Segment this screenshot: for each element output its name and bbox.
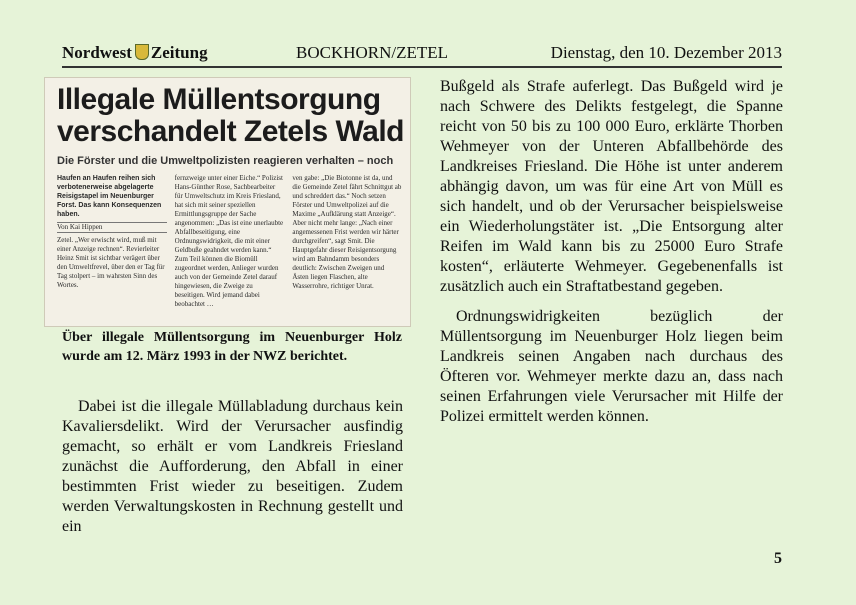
- clipping-headline-line1: Illegale Müllentsorgung: [57, 83, 381, 116]
- image-caption: Über illegale Müllentsorgung im Neuenburger Holz wurde am 12. März 1993 in der NWZ berichtet.: [62, 330, 402, 364]
- publication-name-left: Nordwest: [62, 43, 132, 62]
- crest-icon: [135, 44, 149, 60]
- publication-name-right: Zeitung: [150, 43, 208, 62]
- right-column-body: [440, 77, 783, 427]
- clipping-column-2: fernzweige unter einer Eiche.“ Polizist Hans-Günther Rose, Sachbearbeiter für Umweltschutz im Kreis Friesland, hat sich mit seiner speziellen Ermittlungsgruppe der Sache angenommen: „Das ist eine unerlaubte Abfallbeseitigung, eine Ordnungswidrigkeit, die mit einer Geldbuße geahndet werden kann.“ Zum Teil können die Biomüll zugeordnet werden, Anlieger wurden auch von der Gemeinde Zetel darauf hingewiesen, die Zweige zu beseitigen. Wird jemand dabei beobachtet …: [174, 174, 284, 308]
- clipping-lead: Haufen an Haufen reihen sich verbotenerweise abgelagerte Reisigstapel im Neuenburger Forst. Das kann Konsequenzen haben.: [57, 175, 162, 218]
- clipping-author: Von Kai Hippen: [57, 222, 167, 233]
- right-paragraph-1: Bußgeld als Strafe auferlegt. Das Bußgeld wird je nach Schwere des Delikts festgelegt, die Spanne reicht von 50 bis zu 100 000 Euro, erklärte Thorben Wehmeyer von der Unteren Abfallbehörde des Landkreises Friesland. Die Höhe ist unter anderem abhängig davon, um was für eine Art von Müll es sich handelt, und ob der Verursacher beispielsweise ein Wiederholungstäter ist. „Die Entsorgung alter Reifen im Wald kann bis zu 25000 Euro Strafe kosten“, erläuterte Wehmeyer. Gegebenenfalls ist zusätzlich auch ein Straftatbestand gegeben.: [440, 78, 783, 295]
- left-paragraph: Dabei ist die illegale Müllabladung durchaus kein Kavaliersdelikt. Wird der Verursacher ausfindig gemacht, so erhält er vom Landkreis Friesland zunächst die Aufforderung, den Abfall in einer bestimmten Frist wieder zu beseitigen. Zudem werden Verwaltungskosten in Rechnung gestellt und ein: [62, 398, 403, 535]
- clipping-columns: [57, 174, 402, 324]
- region-label: BOCKHORN/ZETEL: [296, 43, 449, 62]
- clipping-subheadline: Die Förster und die Umweltpolizisten reagieren verhalten – noch: [57, 155, 394, 167]
- left-column-body: [62, 397, 403, 537]
- right-paragraph-2: Ordnungswidrigkeiten bezüglich der Müllentsorgung im Neuenburger Holz liegen beim Landkreis seinen Angaben nach durchaus des Öfteren vor. Wehmeyer merkte dazu an, dass nach seinen Erfahrungen viele Verursacher mit Hilfe der Polizei ermittelt werden können.: [440, 308, 783, 425]
- header-rule: [62, 66, 782, 68]
- clipping-headline-line2: verschandelt Zetels Wald: [57, 115, 405, 148]
- page-header: [62, 40, 782, 66]
- issue-date: Dienstag, den 10. Dezember 2013: [550, 43, 782, 62]
- clipping-column-1: [57, 174, 167, 324]
- page-number: 5: [774, 550, 782, 567]
- clipping-col1-text: Zetel. „Wer erwischt wird, muß mit einer Anzeige rechnen“. Revierleiter Heinz Smit ist sichtbar verägert über den Umweltfrevel, über den er Tag für Tag stolpert – im wahrsten Sinn des Wortes.: [57, 236, 165, 289]
- publication-name: [62, 40, 208, 66]
- clipping-column-3: ven gabe: „Die Biotonne ist da, und die Gemeinde Zetel fährt Schnittgut ab und schreddert das.“ Noch setzen Förster und Umweltpolizei auf die Maxime „Aufklärung statt Anzeige“. Aber nicht mehr lange: „Nach einer angemessenen Frist werden wir härter durchgreifen“, sagt Smit. Die Hauptgefahr dieser Reisigentsorgung wird am Bahndamm besonders deutlich: Zwischen Zweigen und Ästen liegen Flaschen, alte Wasserrohre, richtiger Unrat.: [292, 174, 402, 290]
- clipping-headline: [57, 84, 407, 148]
- newspaper-clipping: [45, 78, 410, 326]
